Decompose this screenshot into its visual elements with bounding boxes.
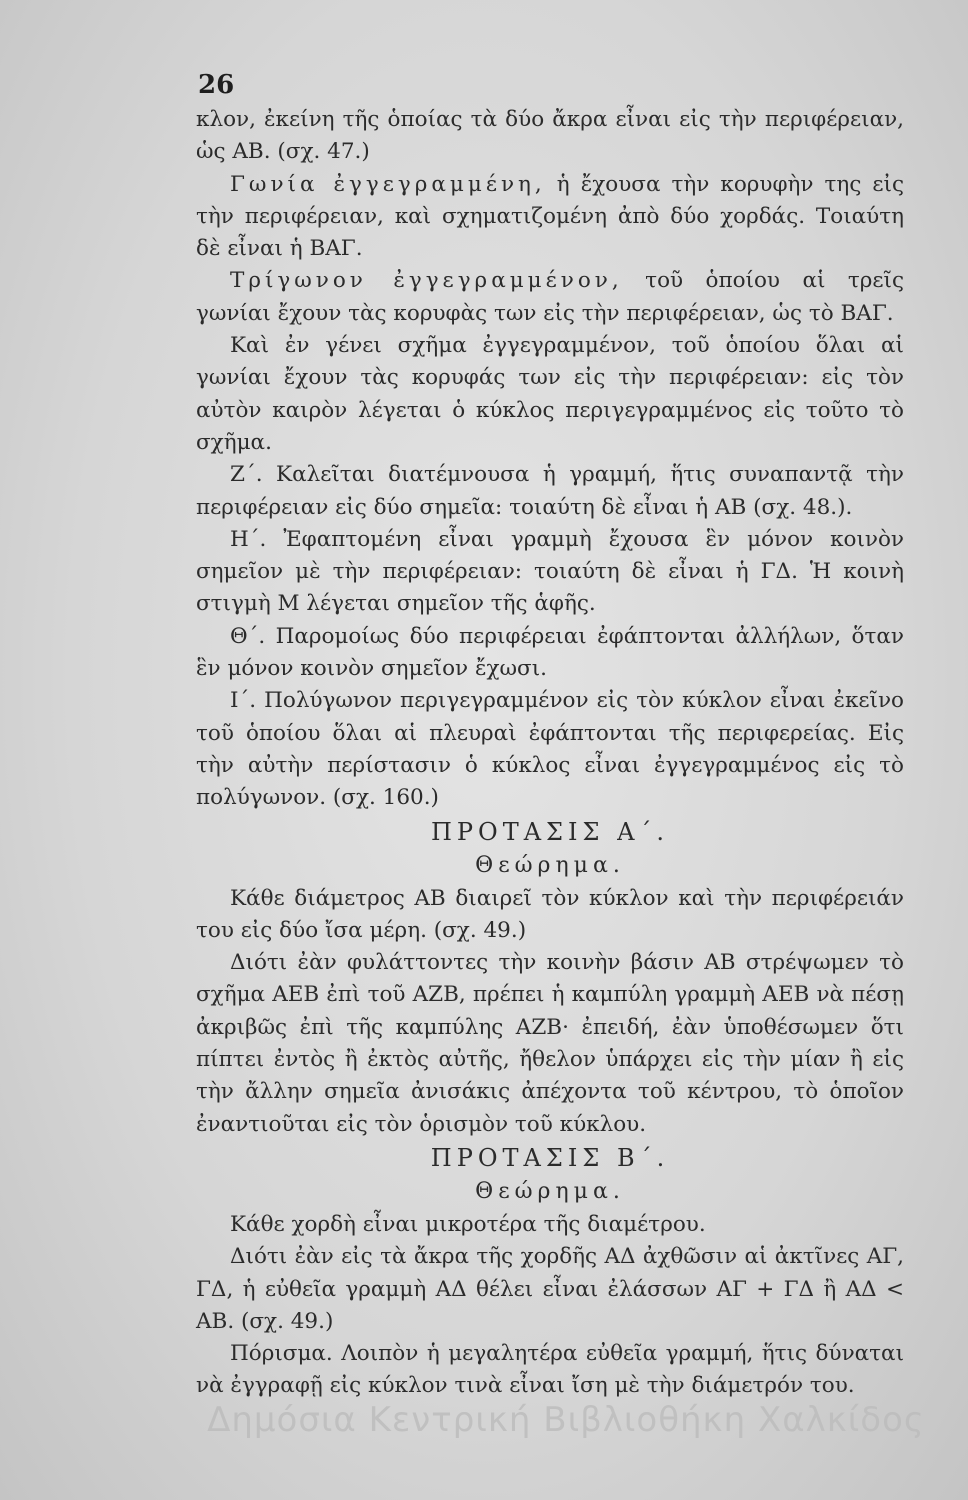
proposition-heading: ΠΡΟΤΑΣΙΣ Β΄. [430, 1143, 670, 1172]
paragraph: Η΄. Ἐφαπτομένη εἶναι γραμμὴ ἔχουσα ἓν μόνον κοινὸν σημεῖον μὲ τὴν περιφέρειαν: τοιαύτη δὲ εἶναι ἡ ΓΔ. Ἡ κοινὴ στιγμὴ Μ λέγεται σημεῖον τῆς ἁφῆς. [196, 526, 904, 617]
paragraph: Καὶ ἐν γένει σχῆμα ἐγγεγραμμένον, τοῦ ὁποίου ὅλαι αἱ γωνίαι ἔχουν τὰς κορυφάς των εἰς τὴν περιφέρειαν: εἰς τὸν αὐτὸν καιρὸν λέγεται ὁ κύκλος περιγεγραμμένος εἰς τοῦτο τὸ σχῆμα. [196, 333, 904, 455]
paragraph: κλον, ἐκείνη τῆς ὁποίας τὰ δύο ἄκρα εἶναι εἰς τὴν περιφέρειαν, ὡς ΑΒ. (σχ. 47.) [196, 107, 904, 165]
paragraph-text: τοῦ ὁποίου αἱ τρεῖς γωνίαι ἔχουν τὰς κορυφὰς των εἰς τὴν περιφέρειαν, ὡς τὸ ΒΑΓ. [196, 268, 904, 326]
paragraph: Ζ΄. Καλεῖται διατέμνουσα ἡ γραμμή, ἥτις συναπαντᾷ τὴν περιφέρειαν εἰς δύο σημεῖα: τοιαύτη δὲ εἶναι ἡ ΑΒ (σχ. 48.). [196, 462, 904, 520]
theorem-subheading: Θεώρημα. [475, 1178, 625, 1204]
theorem-subheading: Θεώρημα. [475, 852, 625, 878]
paragraph [196, 169, 904, 266]
paragraph: Πόρισμα. Λοιπὸν ἡ μεγαλητέρα εὐθεῖα γραμμή, ἥτις δύναται νὰ ἐγγραφῇ εἰς κύκλον τινὰ εἶναι ἴση μὲ τὴν διάμετρόν του. [196, 1341, 904, 1399]
defined-term: Τρίγωνον ἐγγεγραμμένον, [230, 268, 623, 294]
paragraph: Διότι ἐὰν εἰς τὰ ἄκρα τῆς χορδῆς ΑΔ ἀχθῶσιν αἱ ἀκτῖνες ΑΓ, ΓΔ, ἡ εὐθεῖα γραμμὴ ΑΔ θέλει εἶναι ἐλάσσων ΑΓ + ΓΔ ἢ ΑΔ < ΑΒ. (σχ. 49.) [196, 1244, 904, 1334]
defined-term: Γωνία ἐγγεγραμμένη, [230, 171, 546, 197]
paragraph [196, 265, 904, 330]
paragraph-text: ἡ ἔχουσα τὴν κορυφὴν της εἰς τὴν περιφέρειαν, καὶ σχηματιζομένη ἀπὸ δύο χορδάς. Τοιαύτη δὲ εἶναι ἡ ΒΑΓ. [196, 171, 905, 262]
paragraph: Κάθε χορδὴ εἶναι μικροτέρα τῆς διαμέτρου. [230, 1211, 706, 1237]
paragraph: Διότι ἐὰν φυλάττοντες τὴν κοινὴν βάσιν ΑΒ στρέψωμεν τὸ σχῆμα ΑΕΒ ἐπὶ τοῦ ΑΖΒ, πρέπει ἡ καμπύλη γραμμὴ ΑΕΒ νὰ πέσῃ ἀκριβῶς ἐπὶ τῆς καμπύλης ΑΖΒ· ἐπειδή, ἐὰν ὑποθέσωμεν ὅτι πίπτει ἐντὸς ἢ ἐκτὸς αὐτῆς, ἤθελον ὑπάρχει εἰς τὴν μίαν ἢ εἰς τὴν ἄλλην σημεῖα ἀνισάκις ἀπέχοντα τοῦ κέντρου, τὸ ὁποῖον ἐναντιοῦται εἰς τὸν ὁρισμὸν τοῦ κύκλου. [196, 950, 904, 1137]
page-number: 26 [198, 70, 235, 100]
paragraph: Ι΄. Πολύγωνον περιγεγραμμένον εἰς τὸν κύκλον εἶναι ἐκεῖνο τοῦ ὁποίου ὅλαι αἱ πλευραὶ ἐφάπτονται τῆς περιφερείας. Εἰς τὴν αὐτὴν περίστασιν ὁ κύκλος εἶναι ἐγγεγραμμένος εἰς τὸ πολύγωνον. (σχ. 160.) [196, 688, 904, 811]
proposition-heading: ΠΡΟΤΑΣΙΣ Α΄. [430, 817, 670, 846]
page-text [196, 104, 904, 1403]
library-watermark: Δημόσια Κεντρική Βιβλιοθήκη Χαλκίδος [207, 1400, 925, 1440]
paragraph: Θ΄. Παρομοίως δύο περιφέρειαι ἐφάπτονται ἀλλήλων, ὅταν ἓν μόνον κοινὸν σημεῖον ἔχωσι. [196, 623, 904, 682]
paragraph: Κάθε διάμετρος ΑΒ διαιρεῖ τὸν κύκλον καὶ τὴν περιφέρειάν του εἰς δύο ἴσα μέρη. (σχ. 49.) [196, 885, 904, 943]
